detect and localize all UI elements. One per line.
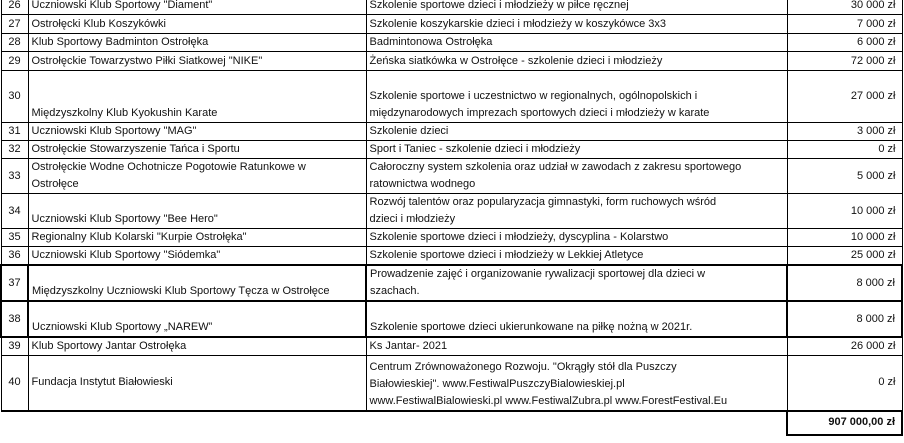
project-description: Ks Jantar- 2021: [366, 337, 787, 356]
table-row: [1, 194, 902, 229]
project-description: Szkolenie sportowe dzieci i młodzieży, dyscyplina - Kolarstwo: [366, 229, 787, 247]
row-number: 32: [1, 141, 28, 159]
row-number: 39: [1, 337, 28, 356]
grant-amount: 30 000 zł: [787, 0, 902, 15]
table-row: [1, 15, 902, 34]
row-number: 30: [1, 71, 28, 123]
grant-amount: 10 000 zł: [787, 229, 902, 247]
description-line: www.FestiwalBialowieski.pl www.FestiwalZubra.pl www.ForestFestival.Eu: [369, 394, 728, 407]
table-row: [1, 141, 902, 159]
table-row: [1, 71, 902, 123]
row-number: 27: [1, 15, 28, 34]
row-number: 40: [1, 356, 28, 411]
row-number: 37: [1, 265, 28, 301]
project-description: Szkolenie sportowe dzieci ukierunkowane na piłkę nożną w 2021r.: [366, 301, 787, 337]
row-number: 29: [1, 52, 28, 71]
project-description: Badmintonowa Ostrołęka: [366, 34, 787, 52]
description-line: międzynarodowych imprezach sportowych dzieci i młodzieży w karate: [369, 107, 710, 119]
total-amount: 907 000,00 zł: [787, 411, 902, 435]
grant-amount: 8 000 zł: [787, 265, 902, 301]
organization-name: Uczniowski Klub Sportowy "Diament": [28, 0, 366, 15]
organization-name: Uczniowski Klub Sportowy „NAREW”: [28, 301, 366, 337]
description-line: Centrum Zrównoważonego Rozwoju. "Okrągły stół dla Puszczy: [369, 360, 677, 373]
project-description: [366, 159, 787, 194]
description-line: Rozwój talentów oraz popularyzacja gimnastyki, form ruchowych wśród: [369, 196, 717, 208]
row-number: 35: [1, 229, 28, 247]
total-row: [1, 411, 902, 435]
table-row: [1, 0, 902, 15]
grant-amount: 10 000 zł: [787, 194, 902, 229]
project-description: Szkolenie dzieci: [366, 123, 787, 141]
project-description: Szkolenie koszykarskie dzieci i młodzieży w koszykówce 3x3: [366, 15, 787, 34]
project-description: Sport i Taniec - szkolenie dzieci i młodzieży: [366, 141, 787, 159]
project-description: Szkolenie sportowe dzieci i młodzieży w piłce ręcznej: [366, 0, 787, 15]
organization-name: Klub Sportowy Badminton Ostrołęka: [28, 34, 366, 52]
row-number: 31: [1, 123, 28, 141]
organization-name: Fundacja Instytut Białowieski: [28, 356, 366, 411]
organization-name: Międzyszkolny Klub Kyokushin Karate: [28, 71, 366, 123]
grant-amount: 25 000 zł: [787, 247, 902, 266]
grant-amount: 5 000 zł: [787, 159, 902, 194]
table-row: [1, 301, 902, 337]
table-row: [1, 229, 902, 247]
table-row: [1, 34, 902, 52]
organization-name: [28, 159, 366, 194]
organization-name: Ostrołęckie Towarzystwo Piłki Siatkowej "NIKE": [28, 52, 366, 71]
table-row: [1, 247, 902, 266]
total-row-spacer: [1, 411, 787, 435]
grant-amount: 26 000 zł: [787, 337, 902, 356]
grant-amount: 6 000 zł: [787, 34, 902, 52]
organization-line: Ostrołęce: [31, 178, 79, 190]
organization-name: Regionalny Klub Kolarski "Kurpie Ostrołęka": [28, 229, 366, 247]
table-row: [1, 52, 902, 71]
table-row: [1, 265, 902, 301]
project-description: Żeńska siatkówka w Ostrołęce - szkolenie dzieci i młodzieży: [366, 52, 787, 71]
row-number: 36: [1, 247, 28, 266]
grant-amount: 0 zł: [787, 356, 902, 411]
description-line: Całoroczny system szkolenia oraz udział w zawodach z zakresu sportowego: [369, 161, 742, 173]
grant-amount: 0 zł: [787, 141, 902, 159]
row-number: 38: [1, 301, 28, 337]
organization-line: Ostrołęckie Wodne Ochotnicze Pogotowie Ratunkowe w: [31, 161, 306, 173]
organization-name: Uczniowski Klub Sportowy "MAG": [28, 123, 366, 141]
row-number: 28: [1, 34, 28, 52]
row-number: 34: [1, 194, 28, 229]
table-row: [1, 356, 902, 411]
table-row: [1, 159, 902, 194]
description-line: Białowieskiej". www.FestiwalPuszczyBialowieskiej.pl: [369, 377, 625, 390]
project-description: [366, 71, 787, 123]
organization-name: Ostrołęckie Stowarzyszenie Tańca i Sportu: [28, 141, 366, 159]
description-line: ratownictwa wodnego: [369, 178, 476, 190]
grant-amount: 72 000 zł: [787, 52, 902, 71]
description-line: szachach.: [370, 285, 420, 297]
project-description: Szkolenie sportowe dzieci i młodzieży w Lekkiej Atletyce: [366, 247, 787, 266]
table-row: [1, 337, 902, 356]
organization-name: Ostrołęcki Klub Koszykówki: [28, 15, 366, 34]
description-line: dzieci i młodzieży: [369, 213, 456, 225]
grant-amount: 27 000 zł: [787, 71, 902, 123]
grant-amount: 3 000 zł: [787, 123, 902, 141]
grant-amount: 8 000 zł: [787, 301, 902, 337]
description-line: Prowadzenie zajęć i organizowanie rywalizacji sportowej dla dzieci w: [370, 268, 706, 280]
project-description: [366, 265, 787, 301]
project-description: [366, 194, 787, 229]
project-description: [366, 356, 787, 411]
organization-name: Klub Sportowy Jantar Ostrołęka: [28, 337, 366, 356]
grant-amount: 7 000 zł: [787, 15, 902, 34]
row-number: 26: [1, 0, 28, 15]
row-number: 33: [1, 159, 28, 194]
organization-name: Międzyszkolny Uczniowski Klub Sportowy Tęcza w Ostrołęce: [28, 265, 366, 301]
description-line: Szkolenie sportowe i uczestnictwo w regionalnych, ogólnopolskich i: [369, 90, 698, 102]
organization-name: Uczniowski Klub Sportowy "Siódemka": [28, 247, 366, 266]
table-row: [1, 123, 902, 141]
organization-name: Uczniowski Klub Sportowy "Bee Hero": [28, 194, 366, 229]
